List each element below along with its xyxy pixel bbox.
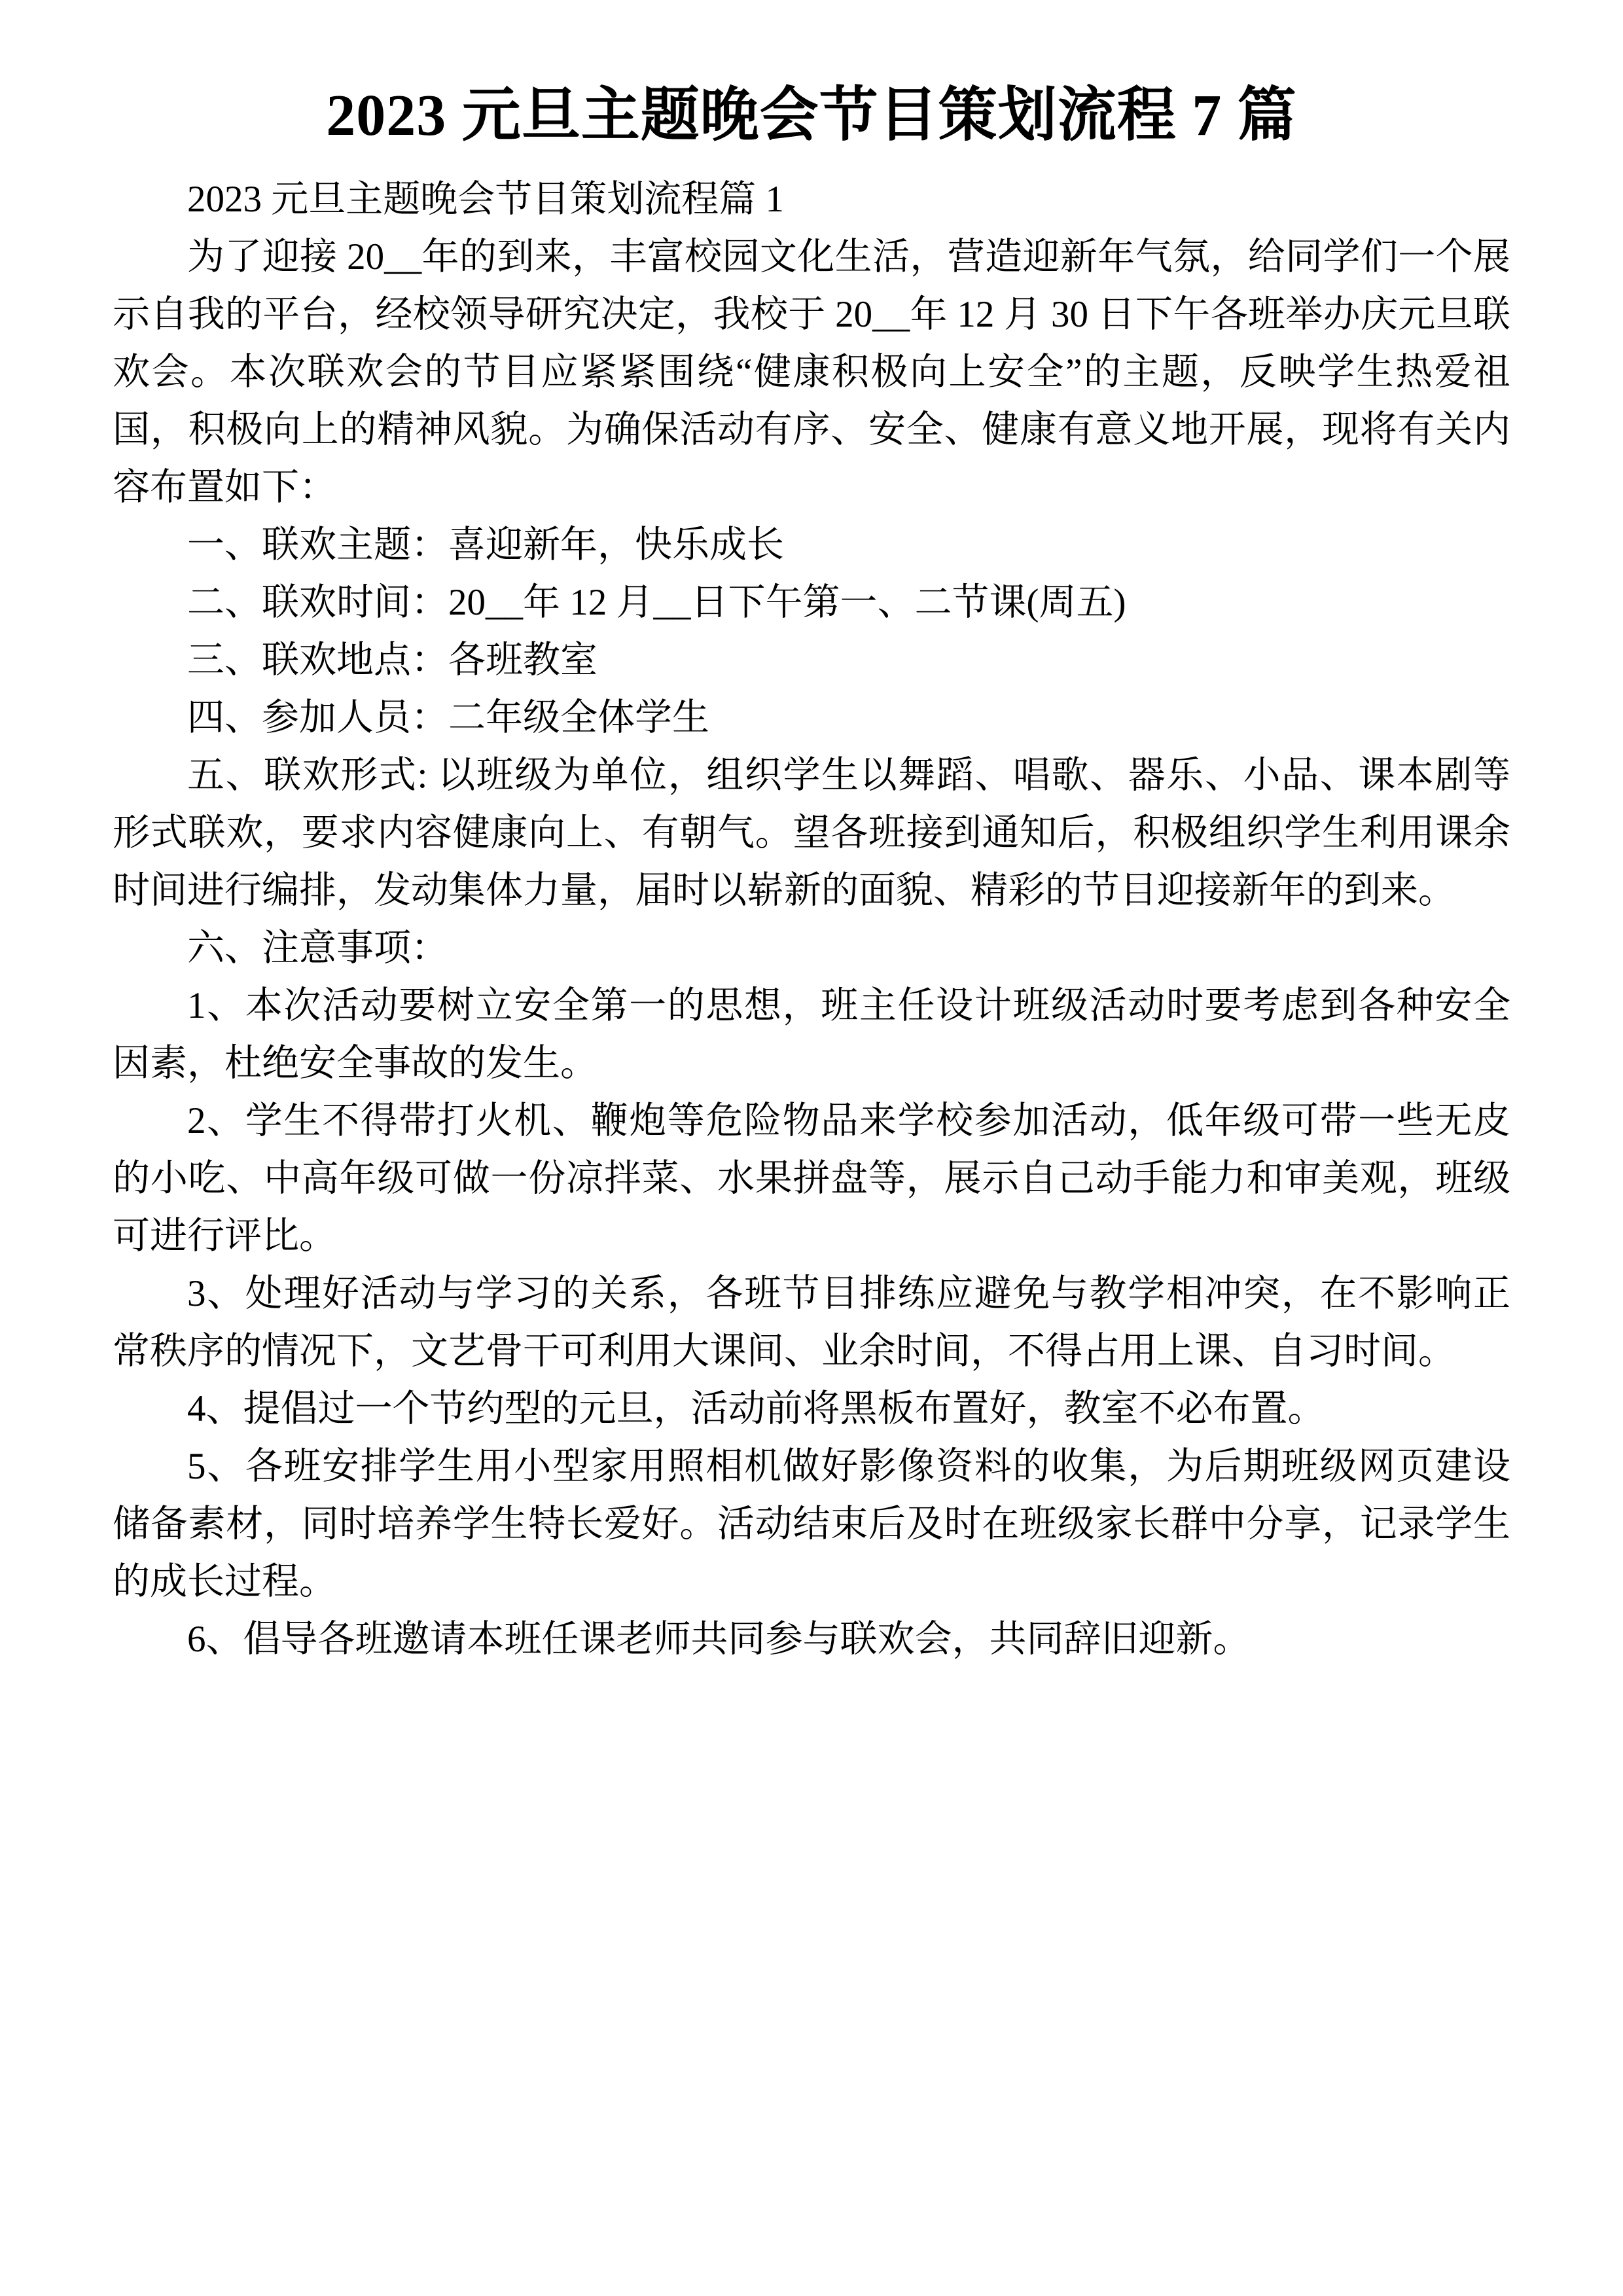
document-title: 2023 元旦主题晚会节目策划流程 7 篇 (326, 83, 1297, 148)
paragraph: 1、本次活动要树立安全第一的思想，班主任设计班级活动时要考虑到各种安全因素，杜绝安全事故的发生。 (113, 985, 1510, 1084)
paragraph: 三、联欢地点：各班教室 (187, 639, 597, 681)
paragraph: 一、联欢主题：喜迎新年，快乐成长 (187, 524, 784, 565)
paragraph: 二、联欢时间：20__年 12 月__日下午第一、二节课(周五) (187, 582, 1126, 623)
paragraph: 2023 元旦主题晚会节目策划流程篇 1 (187, 179, 784, 220)
paragraph: 四、参加人员：二年级全体学生 (187, 697, 709, 738)
paragraph: 为了迎接 20__年的到来，丰富校园文化生活，营造迎新年气氛，给同学们一个展示自我的平台，经校领导研究决定，我校于 20__年 12 月 30 日下午各班举办庆元旦联欢会。本次联欢会的节目应紧紧围绕“健康积极向上安全”的主题，反映学生热爱祖国，积极向上的精神风貌。为确保活动有序、安全、健康有意义地开展，现将有关内容布置如下： (113, 236, 1510, 508)
paragraph: 六、注意事项： (187, 927, 448, 969)
paragraph: 6、倡导各班邀请本班任课老师共同参与联欢会，共同辞旧迎新。 (187, 1619, 1251, 1660)
paragraph: 3、处理好活动与学习的关系，各班节目排练应避免与教学相冲突，在不影响正常秩序的情况下，文艺骨干可利用大课间、业余时间，不得占用上课、自习时间。 (113, 1273, 1510, 1372)
paragraph: 4、提倡过一个节约型的元旦，活动前将黑板布置好，教室不必布置。 (187, 1388, 1325, 1429)
paragraph: 五、联欢形式: 以班级为单位，组织学生以舞蹈、唱歌、器乐、小品、课本剧等形式联欢，要求内容健康向上、有朝气。望各班接到通知后，积极组织学生利用课余时间进行编排，发动集体力量，届时以崭新的面貌、精彩的节目迎接新年的到来。 (113, 755, 1510, 911)
document-body (113, 171, 1510, 1668)
paragraph: 2、学生不得带打火机、鞭炮等危险物品来学校参加活动，低年级可带一些无皮的小吃、中高年级可做一份凉拌菜、水果拼盘等，展示自己动手能力和审美观，班级可进行评比。 (113, 1100, 1510, 1257)
paragraph: 5、各班安排学生用小型家用照相机做好影像资料的收集，为后期班级网页建设储备素材，同时培养学生特长爱好。活动结束后及时在班级家长群中分享，记录学生的成长过程。 (113, 1446, 1510, 1602)
